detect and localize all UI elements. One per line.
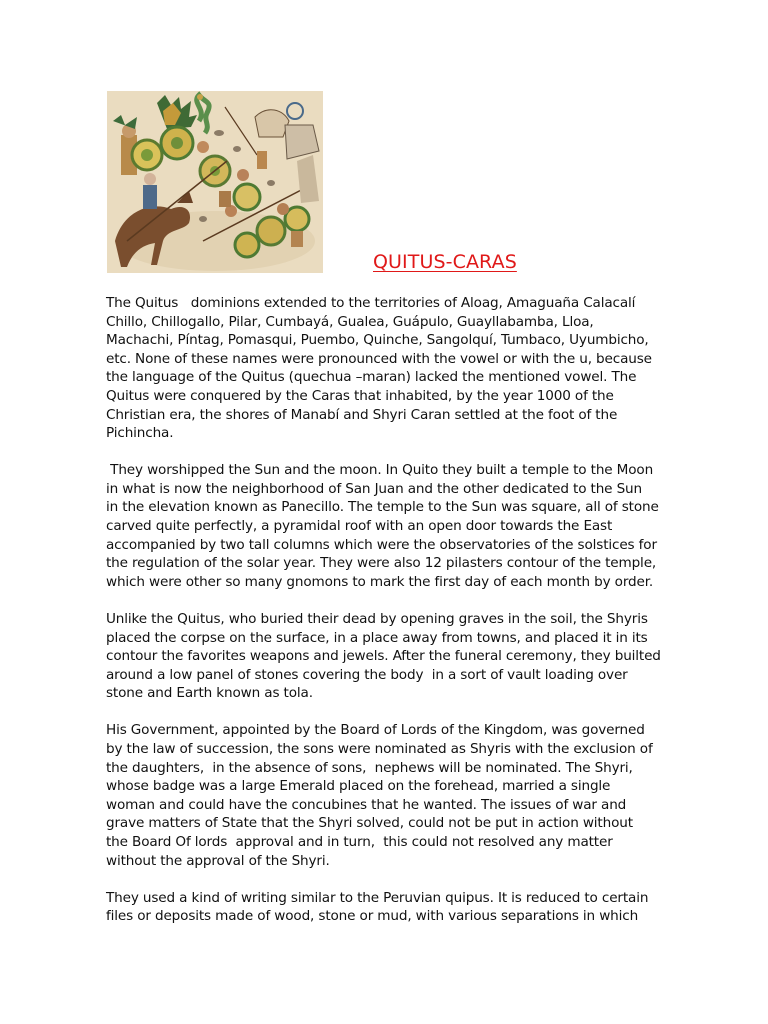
text-line: in the elevation known as Panecillo. The temple to the Sun was square, all of stone [106,499,659,516]
text-line: by the law of succession, the sons were nominated as Shyris with the exclusion of [106,740,653,757]
text-line: stone and Earth known as tola. [106,685,313,702]
text-line: files or deposits made of wood, stone or mud, with various separations in which [106,908,639,925]
paragraph-4 [106,721,666,870]
text-line: etc. None of these names were pronounced with the vowel or with the u, because [106,350,652,367]
text-line: placed the corpse on the surface, in a place away from towns, and placed it in its [106,629,648,646]
text-line: Quitus were conquered by the Caras that inhabited, by the year 1000 of the [106,387,614,404]
codex-illustration [107,91,323,273]
text-line: the language of the Quitus (quechua –maran) lacked the mentioned vowel. The [106,369,637,386]
text-line: grave matters of State that the Shyri solved, could not be put in action without [106,815,633,832]
text-line: contour the favorites weapons and jewels. After the funeral ceremony, they builted [106,648,661,665]
paragraph-2 [106,461,666,591]
paragraph-3 [106,610,666,703]
text-line: They worshipped the Sun and the moon. In Quito they built a temple to the Moon [106,462,654,479]
text-line: the regulation of the solar year. They were also 12 pilasters contour of the temple, [106,555,657,572]
text-line: the Board Of lords approval and in turn, this could not resolved any matter [106,833,613,850]
paragraph-5 [106,889,666,926]
text-line: His Government, appointed by the Board of Lords of the Kingdom, was governed [106,722,645,739]
text-line: accompanied by two tall columns which were the observatories of the solstices for [106,536,657,553]
text-line: Machachi, Píntag, Pomasqui, Puembo, Quinche, Sangolquí, Tumbaco, Uyumbicho, [106,332,649,349]
text-line: Chillo, Chillogallo, Pilar, Cumbayá, Gualea, Guápulo, Guayllabamba, Lloa, [106,313,594,330]
text-line: without the approval of the Shyri. [106,852,330,869]
text-line: They used a kind of writing similar to the Peruvian quipus. It is reduced to certain [106,889,649,906]
text-line: in what is now the neighborhood of San Juan and the other dedicated to the Sun [106,480,642,497]
text-line: woman and could have the concubines that he wanted. The issues of war and [106,796,627,813]
text-line: The Quitus dominions extended to the territories of Aloag, Amaguaña Calacalí [106,295,636,311]
text-line: the daughters, in the absence of sons, nephews will be nominated. The Shyri, [106,759,633,776]
text-line: Unlike the Quitus, who buried their dead by opening graves in the soil, the Shyris [106,610,648,627]
document-body [106,294,666,944]
text-line: carved quite perfectly, a pyramidal roof with an open door towards the East [106,518,613,535]
text-line: which were other so many gnomons to mark the first day of each month by order. [106,573,654,590]
text-line: Pichincha. [106,425,174,442]
text-line: Christian era, the shores of Manabí and Shyri Caran settled at the foot of the [106,406,618,423]
text-line: whose badge was a large Emerald placed on the forehead, married a single [106,778,611,795]
text-line: around a low panel of stones covering the body in a sort of vault loading over [106,666,628,683]
document-title: QUITUS-CARAS [373,251,517,273]
paragraph-1 [106,294,666,443]
